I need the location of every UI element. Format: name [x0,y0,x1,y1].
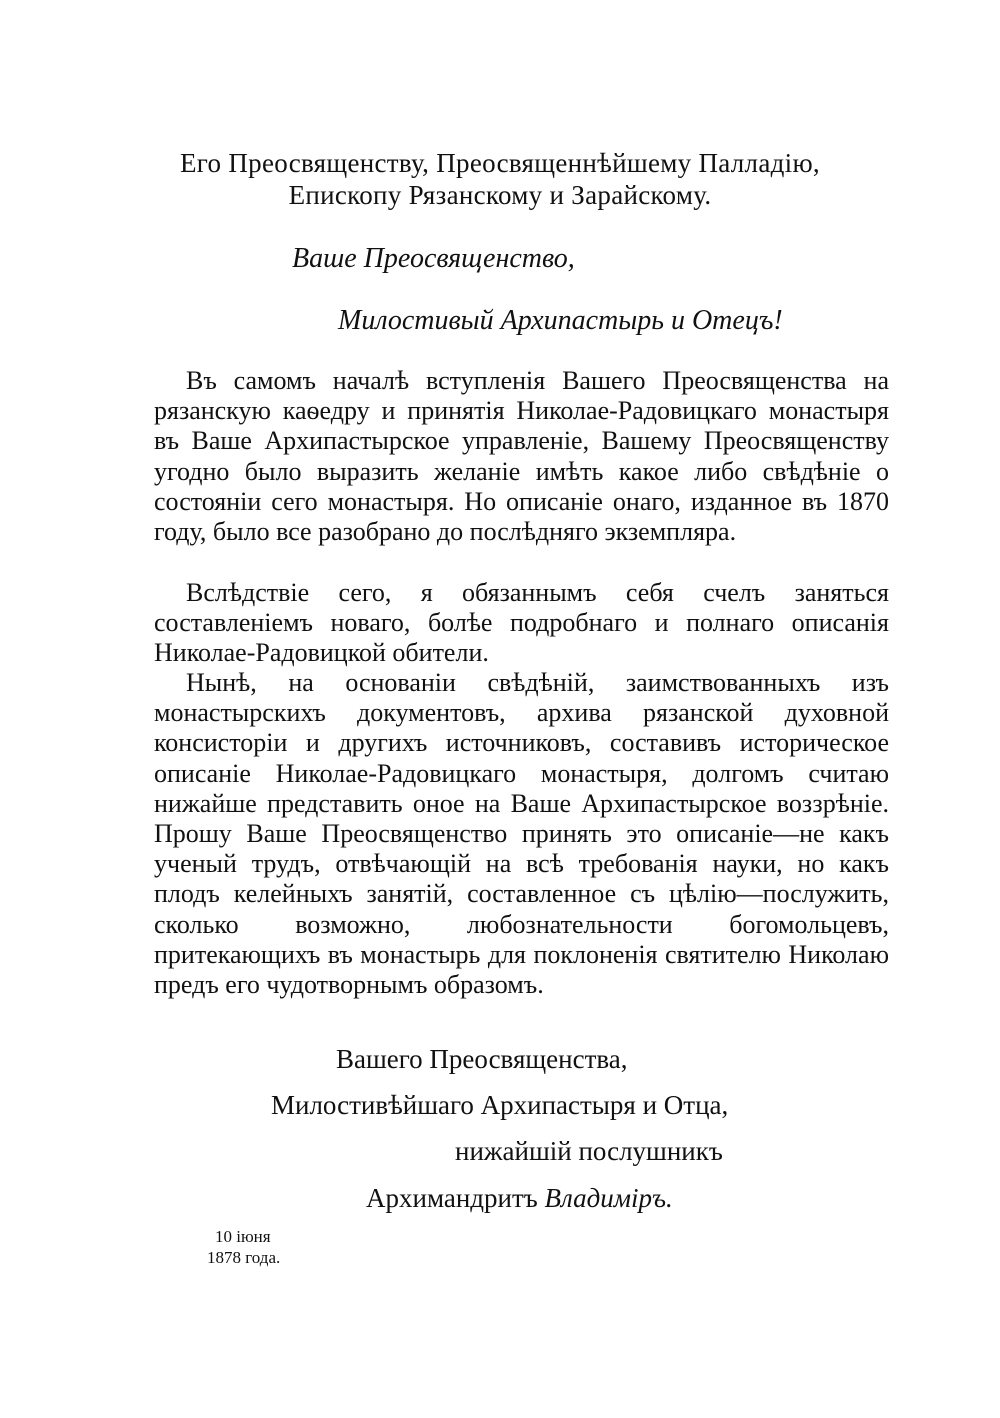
paragraph-2: Вслѣдствіе сего, я обязаннымъ себя счелъ заняться составленіемъ новаго, болѣе подробнаго и полнаго описанія Николае-Радовицкой обители. [154,578,889,668]
address-line-2: Епископу Рязанскому и Зарайскому. [288,180,712,210]
closing-line-3: нижайшій послушникъ [455,1136,723,1166]
date-year: 1878 года. [207,1248,281,1267]
closing-line-1: Вашего Преосвященства, [336,1044,628,1074]
salutation-line-1: Ваше Преосвященство, [292,243,575,274]
paragraph-1: Въ самомъ началѣ вступленія Вашего Преосвященства на рязанскую каѳедру и принятія Николае-Радовицкаго монастыря въ Ваше Архипастырское управленіе, Вашему Преосвященству угодно было выразить желаніе имѣть какое либо свѣдѣніе о состояніи сего монастыря. Но описаніе онаго, изданное въ 1870 году, было все разобрано до послѣдняго экземпляра. [154,366,889,547]
date-day: 10 іюня [215,1227,271,1246]
signature-title: Архимандритъ [366,1183,538,1213]
address-line-1: Его Преосвященству, Преосвященнѣйшему Палладію, [180,148,820,178]
signature-name: Владиміръ. [544,1183,673,1213]
signature-line [366,1183,673,1214]
salutation-line-2: Милостивый Архипастырь и Отецъ! [338,305,783,336]
paragraph-3: Нынѣ, на основаніи свѣдѣній, заимствованныхъ изъ монастырскихъ документовъ, архива рязанской духовной консисторіи и другихъ источниковъ, составивъ историческое описаніе Николае-Радовицкаго монастыря, долгомъ считаю нижайше представить оное на Ваше Архипастырское воззрѣніе. Прошу Ваше Преосвященство принять это описаніе—не какъ ученый трудъ, отвѣчающій на всѣ требованія науки, но какъ плодъ келейныхъ занятій, составленное съ цѣлію—послужить, сколько возможно, любознательности богомольцевъ, притекающихъ въ монастырь для поклоненія святителю Николаю предъ его чудотворнымъ образомъ. [154,668,889,1000]
closing-line-2: Милостивѣйшаго Архипастыря и Отца, [271,1090,729,1120]
